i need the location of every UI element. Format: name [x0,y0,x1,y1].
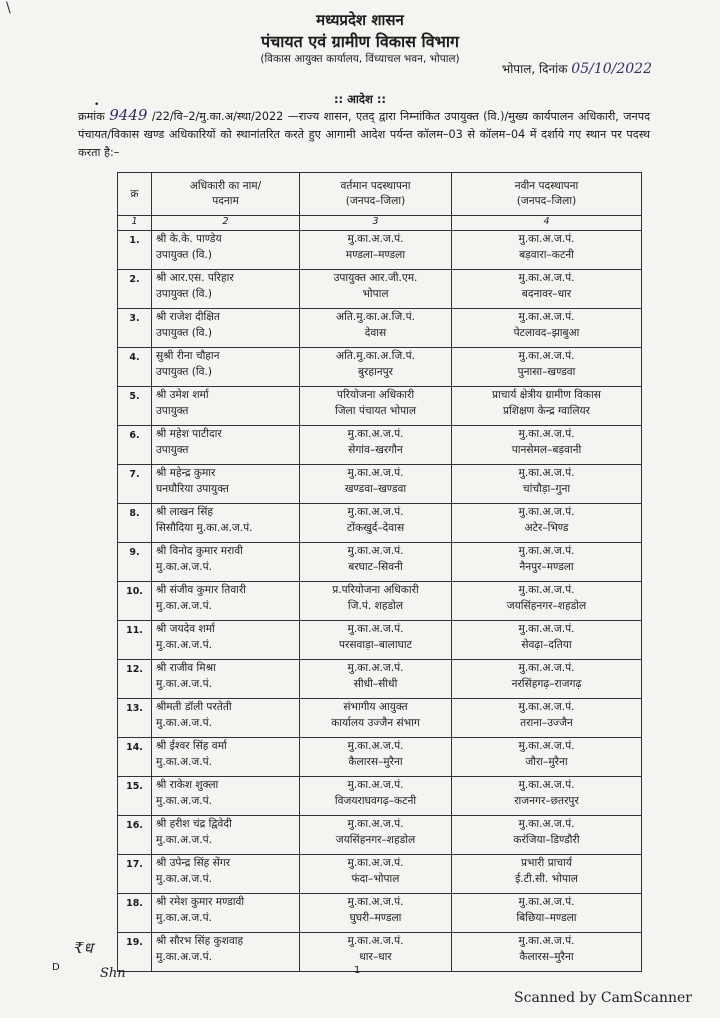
current-post: मु.का.अ.ज.पं. [347,740,404,752]
new-place: पेटलावद–झाबुआ [513,327,580,339]
officer-designation: मु.का.अ.ज.पं. [156,912,213,924]
officer-name: श्री सौरभ सिंह कुशवाह [156,935,244,947]
current-posting-cell [300,231,452,270]
current-post: मु.का.अ.ज.पं. [347,428,404,440]
officer-designation: उपायुक्त (वि.) [156,327,213,339]
serial-number: 15. [118,777,152,816]
order-paragraph [78,106,650,162]
current-post: मु.का.अ.ज.पं. [347,779,404,791]
officer-cell [152,894,300,933]
officer-name: श्री उमेश शर्मा [156,389,209,401]
table-row [118,231,642,270]
order-number-prefix: क्रमांक [78,110,105,123]
officer-name: श्री संजीव कुमार तिवारी [156,584,247,596]
officer-designation: मु.का.अ.ज.पं. [156,795,213,807]
column-number-row [118,216,642,231]
new-posting-cell [452,543,642,582]
new-posting-cell [452,777,642,816]
table-row [118,543,642,582]
new-post: मु.का.अ.ज.पं. [518,584,575,596]
colnum: 3 [300,216,452,231]
current-place: खण्डवा–खण्डवा [344,483,407,495]
officer-designation: मु.का.अ.ज.पं. [156,756,213,768]
officer-name: श्री राजीव मिश्रा [156,662,216,674]
officer-designation: मु.का.अ.ज.पं. [156,834,213,846]
new-place: पानसेमल–बड़वानी [511,444,582,456]
new-place: चांचौड़ा–गुना [522,483,571,495]
new-place: बदनावर–धार [521,288,572,300]
officer-designation: मु.का.अ.ज.पं. [156,561,213,573]
new-posting-cell [452,816,642,855]
serial-number: 17. [118,855,152,894]
current-post: मु.का.अ.ज.पं. [347,545,404,557]
header-serial: क्र [118,173,152,216]
current-post: परियोजना अधिकारी [336,389,415,401]
officer-designation: उपायुक्त (वि.) [156,288,213,300]
current-place: सेगांव–खरगौन [348,444,403,456]
current-posting-cell [300,543,452,582]
new-posting-cell [452,426,642,465]
new-posting-cell [452,465,642,504]
new-post: मु.का.अ.ज.पं. [518,662,575,674]
new-place: जौरा–मुरैना [525,756,568,768]
officer-cell [152,465,300,504]
new-post: मु.का.अ.ज.पं. [518,545,575,557]
table-row [118,621,642,660]
current-post: अति.मु.का.अ.जि.पं. [335,311,415,323]
officer-name: श्री के.के. पाण्डेय [156,233,222,245]
current-posting-cell [300,894,452,933]
serial-number: 3. [118,309,152,348]
current-post: मु.का.अ.ज.पं. [347,233,404,245]
officer-cell [152,231,300,270]
serial-number: 10. [118,582,152,621]
current-posting-cell [300,465,452,504]
officer-cell [152,777,300,816]
new-posting-cell [452,504,642,543]
officer-name: श्री हरीश चंद्र द्विवेदी [156,818,232,830]
new-post: मु.का.अ.ज.पं. [518,623,575,635]
officer-cell [152,933,300,972]
table-header-row [118,173,642,216]
order-body: /22/वि–2/मु.का.अ/स्था/2022 —राज्य शासन, एतद् द्वारा निम्नांकित उपायुक्त (वि.)/मुख्य कार्यपालन अधिकारी, जनपद पंचायत/विकास खण्ड अधिकारियों को स्थानांतरित करते हुए आगामी आदेश पर्यन्त कॉलम–03 से कॉलम–04 में दर्शाये गए स्थान पर पदस्थ करता है:– [78,110,651,159]
serial-number: 13. [118,699,152,738]
table-row [118,348,642,387]
officer-name: श्री लाखन सिंह [156,506,213,518]
officer-cell [152,543,300,582]
serial-number: 2. [118,270,152,309]
current-posting-cell [300,270,452,309]
new-post: मु.का.अ.ज.पं. [518,311,575,323]
new-place: सेवढ़ा–दतिया [521,639,572,651]
new-place: प्रशिक्षण केन्द्र ग्वालियर [502,405,590,417]
current-post: अति.मु.का.अ.जि.पं. [335,350,415,362]
new-place: कैलारस–मुरैना [519,951,574,963]
new-place: राजनगर–छतरपुर [514,795,579,807]
new-posting-cell [452,348,642,387]
officer-cell [152,582,300,621]
current-posting-cell [300,933,452,972]
new-post: मु.का.अ.ज.पं. [518,935,575,947]
current-posting-cell [300,348,452,387]
current-place: कैलारस–मुरैना [348,756,403,768]
officer-cell [152,348,300,387]
new-post: मु.का.अ.ज.पं. [518,779,575,791]
current-post: संभागीय आयुक्त [343,701,408,713]
officer-name: श्री राकेश शुक्ला [156,779,219,791]
officer-designation: मु.का.अ.ज.पं. [156,873,213,885]
new-place: नैनपुर–मण्डला [519,561,574,573]
new-posting-cell [452,582,642,621]
current-post: उपायुक्त आर.जी.एम. [333,272,418,284]
colnum: 4 [452,216,642,231]
new-post: मु.का.अ.ज.पं. [518,467,575,479]
officer-cell [152,426,300,465]
new-place: करंजिया–डिण्डौरी [513,834,580,846]
table-row [118,426,642,465]
bullet-dot-icon: • [94,100,100,110]
new-posting-cell [452,660,642,699]
officer-name: श्री आर.एस. परिहार [156,272,234,284]
serial-number: 4. [118,348,152,387]
header-current-posting: वर्तमान पदस्थापना (जनपद–जिला) [300,173,452,216]
current-posting-cell [300,699,452,738]
serial-number: 19. [118,933,152,972]
current-place: परसवाड़ा–बालाघाट [339,639,412,651]
officer-name: श्री महेश पाटीदार [156,428,222,440]
current-place: जयसिंहनगर–शहडोल [335,834,416,846]
officer-cell [152,270,300,309]
serial-number: 7. [118,465,152,504]
current-post: प्र.परियोजना अधिकारी [332,584,419,596]
officer-designation: घनघौरिया उपायुक्त [156,483,229,495]
d-mark: D [52,962,60,973]
serial-number: 12. [118,660,152,699]
current-place: सीधी–सीधी [353,678,398,690]
current-post: मु.का.अ.ज.पं. [347,818,404,830]
officer-cell [152,309,300,348]
table-row [118,855,642,894]
colnum: 2 [152,216,300,231]
new-place: तराना–उज्जैन [520,717,573,729]
new-post: मु.का.अ.ज.पं. [518,272,575,284]
officer-cell [152,816,300,855]
officer-name: श्री जयदेव शर्मा [156,623,215,635]
officer-name: सुश्री रीना चौहान [156,350,220,362]
new-posting-cell [452,894,642,933]
current-posting-cell [300,309,452,348]
current-place: जिला पंचायत भोपाल [334,405,417,417]
current-posting-cell [300,738,452,777]
new-post: मु.का.अ.ज.पं. [518,740,575,752]
officer-cell [152,504,300,543]
order-date: 05/10/2022 [571,61,652,77]
table-row [118,465,642,504]
officer-cell [152,621,300,660]
colnum: 1 [118,216,152,231]
new-posting-cell [452,855,642,894]
current-posting-cell [300,816,452,855]
serial-number: 16. [118,816,152,855]
current-posting-cell [300,582,452,621]
new-posting-cell [452,738,642,777]
header-new-posting: नवीन पदस्थापना (जनपद–जिला) [452,173,642,216]
officer-designation: सिसौदिया मु.का.अ.ज.पं. [156,522,253,534]
officer-designation: उपायुक्त [156,444,189,456]
new-post: प्रभारी प्राचार्य [520,857,573,869]
signature-scribble: Shn [100,966,126,981]
officer-designation: मु.का.अ.ज.पं. [156,639,213,651]
serial-number: 11. [118,621,152,660]
table-row [118,387,642,426]
place-label: भोपाल, दिनांक [501,62,568,76]
officer-cell [152,738,300,777]
current-place: मण्डला–मण्डला [345,249,406,261]
officer-cell [152,855,300,894]
current-place: फंदा–भोपाल [351,873,400,885]
officer-designation: मु.का.अ.ज.पं. [156,678,213,690]
signature-initial: ₹ध [74,939,93,957]
order-title: :: आदेश :: [333,92,387,106]
page-number: 1 [354,965,361,976]
officer-cell [152,660,300,699]
serial-number: 1. [118,231,152,270]
officer-designation: उपायुक्त [156,405,189,417]
current-posting-cell [300,504,452,543]
table-row [118,699,642,738]
new-place: बिछिया–मण्डला [516,912,577,924]
current-place: जि.पं. शहडोल [347,600,404,612]
govt-name: मध्यप्रदेश शासन [316,11,404,29]
officer-cell [152,387,300,426]
table-row [118,582,642,621]
new-posting-cell [452,387,642,426]
current-place: विजयराघवगढ़–कटनी [334,795,417,807]
new-place: जयसिंहनगर–शहडोल [506,600,587,612]
current-place: बुरहानपुर [358,366,393,378]
table-row [118,504,642,543]
department-name: पंचायत एवं ग्रामीण विकास विभाग [261,32,459,51]
officer-designation: उपायुक्त (वि.) [156,249,213,261]
table-row [118,816,642,855]
current-post: मु.का.अ.ज.पं. [347,896,404,908]
new-post: मु.का.अ.ज.पं. [518,233,575,245]
new-posting-cell [452,699,642,738]
officer-name: श्री ईश्वर सिंह वर्मा [156,740,227,752]
officer-name: श्रीमती डॉली परतेती [156,701,232,713]
new-post: मु.का.अ.ज.पं. [518,350,575,362]
office-address: (विकास आयुक्त कार्यालय, विंध्याचल भवन, भोपाल) [260,53,460,65]
current-place: भोपाल [362,288,389,300]
new-place: बड़वारा–कटनी [519,249,574,261]
new-place: नरसिंहगढ़–राजगढ़ [511,678,582,690]
current-posting-cell [300,855,452,894]
officer-name: श्री रमेश कुमार मण्डावी [156,896,245,908]
new-posting-cell [452,621,642,660]
new-place: अटेर–भिण्ड [524,522,569,534]
current-place: कार्यालय उज्जैन संभाग [331,717,420,729]
serial-number: 14. [118,738,152,777]
new-post: मु.का.अ.ज.पं. [518,506,575,518]
current-post: मु.का.अ.ज.पं. [347,506,404,518]
officer-designation: मु.का.अ.ज.पं. [156,951,213,963]
table-row [118,738,642,777]
current-post: मु.का.अ.ज.पं. [347,623,404,635]
serial-number: 8. [118,504,152,543]
new-place: ई.टी.सी. भोपाल [515,873,578,885]
current-posting-cell [300,777,452,816]
new-posting-cell [452,309,642,348]
new-post: मु.का.अ.ज.पं. [518,428,575,440]
officer-name: श्री राजेश दीक्षित [156,311,220,323]
serial-number: 5. [118,387,152,426]
current-posting-cell [300,387,452,426]
new-post: प्राचार्य क्षेत्रीय ग्रामीण विकास [492,389,601,401]
current-posting-cell [300,660,452,699]
scanner-watermark: Scanned by CamScanner [514,990,692,1006]
current-place: टोंकखुर्द–देवास [346,522,405,534]
table-row [118,309,642,348]
current-posting-cell [300,426,452,465]
current-post: मु.का.अ.ज.पं. [347,857,404,869]
serial-number: 9. [118,543,152,582]
officer-name: श्री उपेन्द्र सिंह सेंगर [156,857,231,869]
officer-designation: मु.का.अ.ज.पं. [156,600,213,612]
current-place: देवास [364,327,387,339]
new-posting-cell [452,270,642,309]
table-row [118,270,642,309]
officer-name: श्री विनोद कुमार मरावी [156,545,243,557]
officer-cell [152,699,300,738]
serial-number: 18. [118,894,152,933]
current-place: धार–धार [359,951,392,963]
table-row [118,894,642,933]
table-row [118,660,642,699]
current-post: मु.का.अ.ज.पं. [347,662,404,674]
new-post: मु.का.अ.ज.पं. [518,818,575,830]
officer-designation: उपायुक्त (वि.) [156,366,213,378]
officer-designation: मु.का.अ.ज.पं. [156,717,213,729]
new-post: मु.का.अ.ज.पं. [518,701,575,713]
current-posting-cell [300,621,452,660]
current-post: मु.का.अ.ज.पं. [347,935,404,947]
table-row [118,933,642,972]
current-post: मु.का.अ.ज.पं. [347,467,404,479]
transfer-table [117,172,642,972]
table-row [118,777,642,816]
dateline [502,60,652,77]
header-name: अधिकारी का नाम/ पदनाम [152,173,300,216]
corner-tick-icon: \ [6,0,11,16]
serial-number: 6. [118,426,152,465]
current-place: बरघाट–सिवनी [348,561,403,573]
new-post: मु.का.अ.ज.पं. [518,896,575,908]
order-number: 9449 [109,106,148,124]
current-place: घुघरी–मण्डला [349,912,402,924]
officer-name: श्री महेन्द्र कुमार [156,467,216,479]
new-posting-cell [452,231,642,270]
new-place: पुनासा–खण्डवा [517,366,576,378]
new-posting-cell [452,933,642,972]
